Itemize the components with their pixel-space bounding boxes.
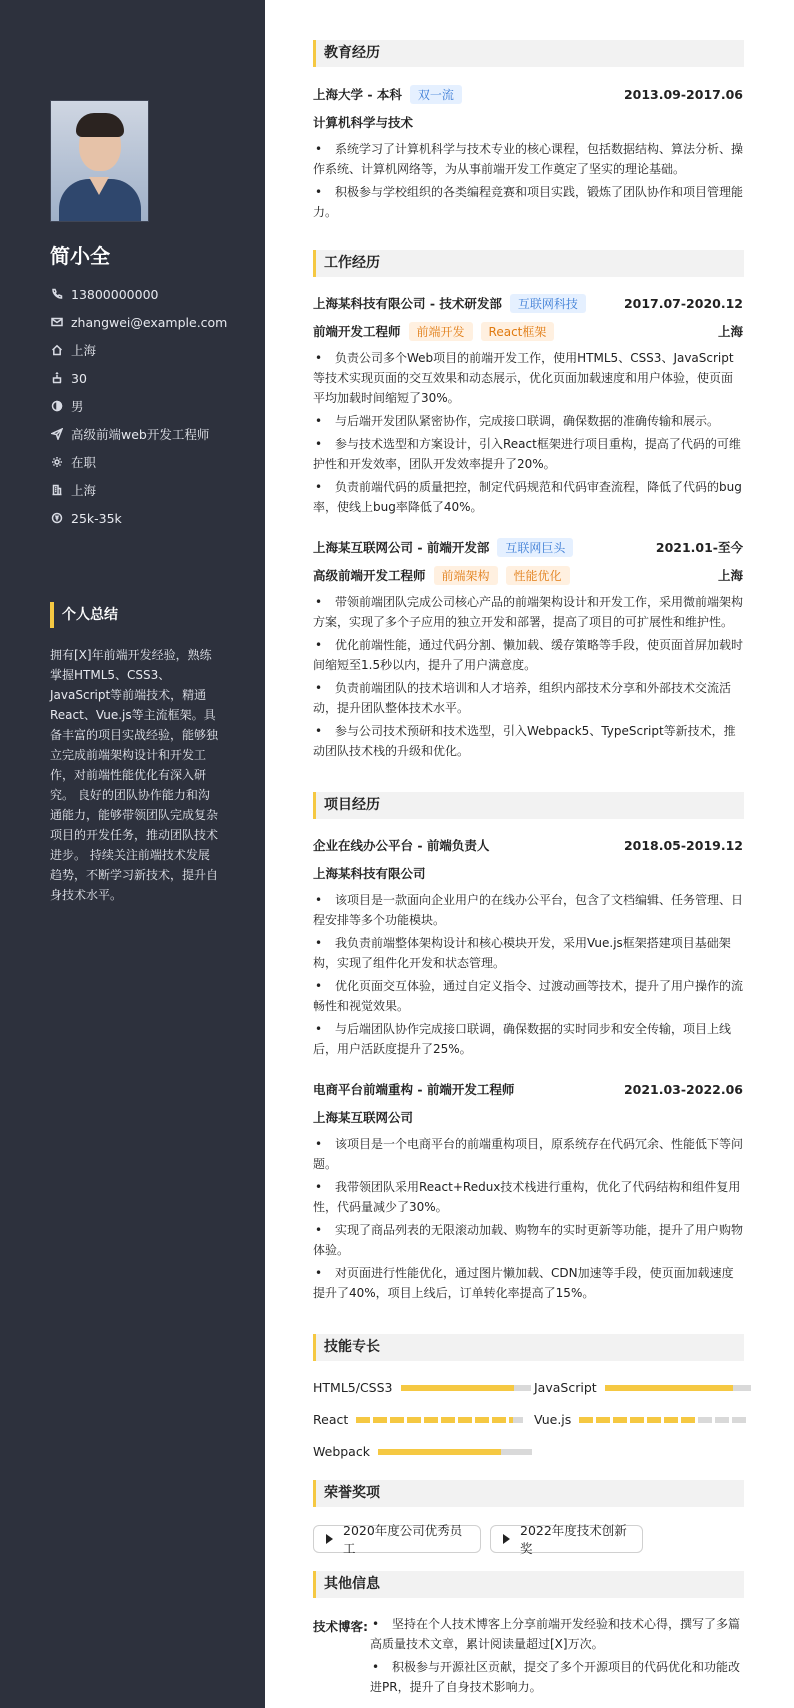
award-label: 2022年度技术创新奖 bbox=[520, 1523, 627, 1556]
section-title-education: 教育经历 bbox=[313, 40, 744, 67]
section-title-work: 工作经历 bbox=[313, 250, 744, 277]
education-tag: 双一流 bbox=[410, 85, 462, 104]
avatar bbox=[50, 100, 149, 222]
other-label: 技术博客: bbox=[313, 1619, 368, 1634]
info-age: 30 bbox=[50, 364, 227, 392]
education-header bbox=[313, 84, 743, 104]
project-bullets bbox=[313, 890, 743, 1062]
skill-bar bbox=[605, 1385, 751, 1391]
home-icon bbox=[50, 343, 64, 357]
info-work-city: 上海 bbox=[50, 476, 227, 504]
job-period: 2017.07-2020.12 bbox=[623, 295, 743, 311]
list-item: • 积极参与开源社区贡献，提交了多个开源项目的代码优化和功能改进PR，提升了自身技术影响力。 bbox=[370, 1660, 741, 1694]
role-tag: React框架 bbox=[481, 322, 555, 341]
job-company: 上海某互联网公司 - 前端开发部 bbox=[313, 540, 490, 555]
section-title-awards: 荣誉奖项 bbox=[313, 1480, 744, 1507]
skill-bar-fill bbox=[401, 1385, 514, 1391]
info-salary: 25k-35k bbox=[50, 504, 227, 532]
section-title-other: 其他信息 bbox=[313, 1571, 744, 1598]
other-bullets bbox=[370, 1614, 743, 1700]
award-label: 2020年度公司优秀员工 bbox=[343, 1523, 463, 1556]
skill-javascript bbox=[534, 1380, 751, 1395]
job-role-row bbox=[313, 565, 743, 585]
list-item: • 该项目是一个电商平台的前端重构项目，原系统存在代码冗余、性能低下等问题。 bbox=[313, 1137, 744, 1171]
skill-bar bbox=[356, 1417, 526, 1423]
role-tag: 前端开发 bbox=[409, 322, 473, 341]
list-item: • 我负责前端整体架构设计和核心模块开发，采用Vue.js框架搭建项目基础架构，实现了组件化开发和状态管理。 bbox=[313, 936, 731, 970]
list-item: • 积极参与学校组织的各类编程竞赛和项目实践，锻炼了团队协作和项目管理能力。 bbox=[313, 185, 744, 219]
section-title-projects: 项目经历 bbox=[313, 792, 744, 819]
job-period: 2021.01-至今 bbox=[655, 540, 743, 555]
summary-text: 拥有[X]年前端开发经验，熟练掌握HTML5、CSS3、JavaScript等前端技术，精通React、Vue.js等主流框架。具备丰富的项目实战经验，能够独立完成前端架构设计和开发工作，对前端性能优化有深入研究。 良好的团队协作能力和沟通能力，能够带领团队完成复杂项目的开发任务，推动团队技术进步。 持续关注前端技术发展趋势，不断学习新技术，提升自身技术水平。 bbox=[50, 648, 219, 902]
skill-label: Vue.js bbox=[534, 1412, 572, 1427]
project-header bbox=[313, 835, 743, 855]
skill-react bbox=[313, 1412, 526, 1427]
list-item: • 与后端团队协作完成接口联调，确保数据的实时同步和安全传输，项目上线后，用户活跃度提升了25%。 bbox=[313, 1022, 732, 1056]
send-icon bbox=[50, 427, 64, 441]
summary-title: 个人总结 bbox=[50, 602, 118, 628]
project-company-row bbox=[313, 1107, 743, 1127]
education-period: 2013.09-2017.06 bbox=[623, 86, 743, 102]
education-bullets bbox=[313, 139, 743, 225]
list-item: • 实现了商品列表的无限滚动加载、购物车的实时更新等功能，提升了用户购物体验。 bbox=[313, 1223, 744, 1257]
list-item: • 系统学习了计算机科学与技术专业的核心课程，包括数据结构、算法分析、操作系统、计算机网络等，为从事前端开发工作奠定了坚实的理论基础。 bbox=[313, 142, 744, 176]
job-header bbox=[313, 537, 743, 557]
project-period: 2018.05-2019.12 bbox=[623, 837, 743, 853]
skill-bar-fill bbox=[605, 1385, 733, 1391]
play-icon bbox=[326, 1534, 333, 1544]
skill-bar-fill bbox=[356, 1417, 512, 1423]
skill-label: HTML5/CSS3 bbox=[313, 1380, 393, 1395]
skill-bar bbox=[579, 1417, 749, 1423]
info-status: 在职 bbox=[50, 448, 227, 476]
education-major: 计算机科学与技术 bbox=[313, 115, 414, 130]
list-item: • 负责前端代码的质量把控，制定代码规范和代码审查流程，降低了代码的bug率，使线上bug率降低了40%。 bbox=[313, 480, 742, 514]
list-item: • 坚持在个人技术博客上分享前端开发经验和技术心得，撰写了多篇高质量技术文章，累计阅读量超过[X]万次。 bbox=[370, 1617, 741, 1651]
job-header bbox=[313, 293, 743, 313]
job-company-tag: 互联网科技 bbox=[510, 294, 586, 313]
list-item: • 该项目是一款面向企业用户的在线办公平台，包含了文档编辑、任务管理、日程安排等多个功能模块。 bbox=[313, 893, 744, 927]
job-bullets bbox=[313, 592, 743, 764]
skill-bar-fill bbox=[579, 1417, 698, 1423]
mail-icon bbox=[50, 315, 64, 329]
section-title-skills: 技能专长 bbox=[313, 1334, 744, 1361]
project-company: 上海某科技有限公司 bbox=[313, 866, 426, 881]
list-item: • 负责前端团队的技术培训和人才培养，组织内部技术分享和外部技术交流活动，提升团队整体技术水平。 bbox=[313, 681, 732, 715]
list-item: • 优化页面交互体验，通过自定义指令、过渡动画等技术，提升了用户操作的流畅性和视觉效果。 bbox=[313, 979, 744, 1013]
status-icon bbox=[50, 455, 64, 469]
contact-info-list bbox=[50, 280, 227, 532]
info-location: 上海 bbox=[50, 336, 227, 364]
project-name: 电商平台前端重构 - 前端开发工程师 bbox=[313, 1082, 515, 1097]
skill-bar-fill bbox=[378, 1449, 501, 1455]
project-period: 2021.03-2022.06 bbox=[623, 1081, 743, 1097]
candidate-name: 简小全 bbox=[50, 244, 110, 268]
gender-icon bbox=[50, 399, 64, 413]
list-item: • 我带领团队采用React+Redux技术栈进行重构，优化了代码结构和组件复用性，代码量减少了30%。 bbox=[313, 1180, 741, 1214]
info-phone: 13800000000 bbox=[50, 280, 227, 308]
list-item: • 优化前端性能，通过代码分割、懒加载、缓存策略等手段，使页面首屏加载时间缩短至1.5秒以内，提升了用户满意度。 bbox=[313, 638, 744, 672]
project-bullets bbox=[313, 1134, 743, 1306]
job-company-tag: 互联网巨头 bbox=[497, 538, 573, 557]
list-item: • 与后端开发团队紧密协作，完成接口联调，确保数据的准确传输和展示。 bbox=[315, 414, 720, 428]
info-position: 高级前端web开发工程师 bbox=[50, 420, 227, 448]
skill-html-css bbox=[313, 1380, 531, 1395]
list-item: • 对页面进行性能优化，通过图片懒加载、CDN加速等手段，使页面加载速度提升了40%，项目上线后，订单转化率提高了15%。 bbox=[313, 1266, 734, 1300]
education-school: 上海大学 - 本科 bbox=[313, 87, 402, 102]
job-city: 上海 bbox=[717, 568, 743, 583]
skill-bar bbox=[378, 1449, 532, 1455]
age-icon bbox=[50, 371, 64, 385]
project-company-row bbox=[313, 863, 743, 883]
skill-vue bbox=[534, 1412, 749, 1427]
job-company: 上海某科技有限公司 - 技术研发部 bbox=[313, 296, 502, 311]
info-gender: 男 bbox=[50, 392, 227, 420]
job-bullets bbox=[313, 348, 743, 520]
project-company: 上海某互联网公司 bbox=[313, 1110, 414, 1125]
list-item: • 带领前端团队完成公司核心产品的前端架构设计和开发工作，采用微前端架构方案，实现了多个子应用的独立开发和部署，提高了项目的可扩展性和维护性。 bbox=[313, 595, 744, 629]
list-item: • 参与公司技术预研和技术选型，引入Webpack5、TypeScript等新技术，推动团队技术栈的升级和优化。 bbox=[313, 724, 736, 758]
skill-bar bbox=[401, 1385, 531, 1391]
building-icon bbox=[50, 483, 64, 497]
job-role-row bbox=[313, 321, 743, 341]
list-item: • 参与技术选型和方案设计，引入React框架进行项目重构，提高了代码的可维护性和开发效率，团队开发效率提升了20%。 bbox=[313, 437, 741, 471]
list-item: • 负责公司多个Web项目的前端开发工作，使用HTML5、CSS3、JavaScript等技术实现页面的交互效果和动态展示，优化页面加载速度和用户体验，使页面平均加载时间缩短了30%。 bbox=[313, 351, 734, 405]
skill-label: Webpack bbox=[313, 1444, 370, 1459]
play-icon bbox=[503, 1534, 510, 1544]
phone-icon bbox=[50, 287, 64, 301]
skill-webpack bbox=[313, 1444, 532, 1459]
salary-icon bbox=[50, 511, 64, 525]
project-name: 企业在线办公平台 - 前端负责人 bbox=[313, 838, 490, 853]
skill-label: React bbox=[313, 1412, 349, 1427]
project-header bbox=[313, 1079, 743, 1099]
award-chip[interactable] bbox=[490, 1523, 643, 1556]
award-chip[interactable] bbox=[313, 1523, 481, 1556]
role-tag: 前端架构 bbox=[434, 566, 498, 585]
info-email: zhangwei@example.com bbox=[50, 308, 227, 336]
sidebar bbox=[0, 0, 265, 1708]
education-major-row bbox=[313, 112, 743, 132]
job-role: 前端开发工程师 bbox=[313, 324, 401, 339]
role-tag: 性能优化 bbox=[506, 566, 570, 585]
job-city: 上海 bbox=[717, 324, 743, 339]
job-role: 高级前端开发工程师 bbox=[313, 568, 426, 583]
skill-label: JavaScript bbox=[534, 1380, 597, 1395]
